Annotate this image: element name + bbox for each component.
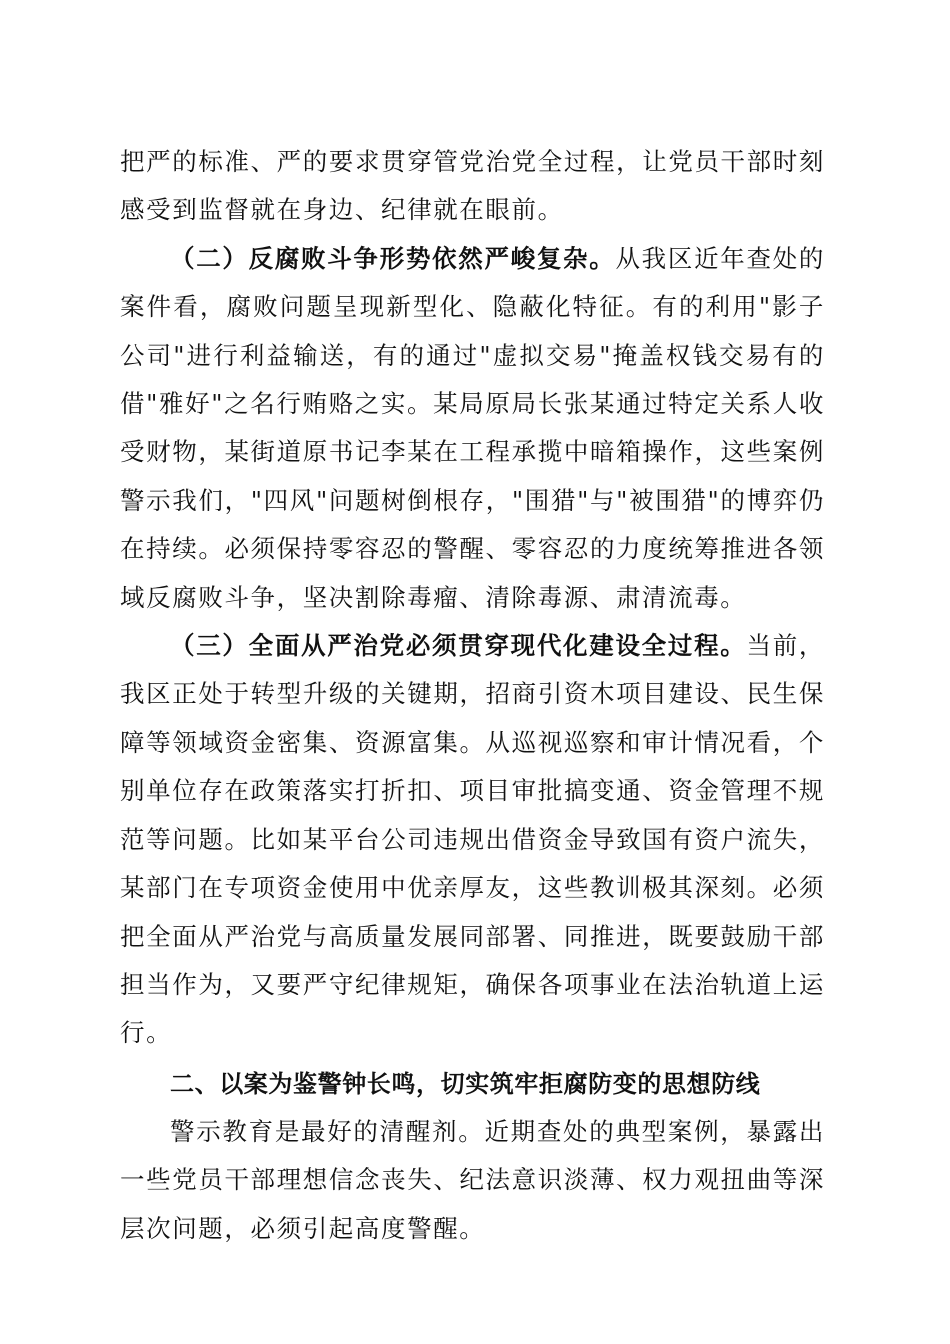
- document-body: [120, 138, 825, 1253]
- paragraph-two: [120, 235, 825, 622]
- section-heading: 二、以案为鉴警钟长鸣，切实筑牢拒腐防变的思想防线: [170, 1069, 761, 1098]
- paragraph-text: 从我区近年查处的案件看，腐败问题呈现新型化、隐蔽化特征。有的利用"影子公司"进行利益输送，有的通过"虚拟交易"掩盖权钱交易有的借"雅好"之名行贿赂之实。某局原局长张某通过特定关系人收受财物，某街道原书记李某在工程承揽中暗箱操作，这些案例警示我们，"四风"问题树倒根存，"围猎"与"被围猎"的博弈仍在持续。必须保持零容忍的警醒、零容忍的力度统筹推进各领域反腐败斗争，坚决割除毒瘤、清除毒源、肃清流毒。: [120, 243, 825, 612]
- paragraph-lead: （三）全面从严治党必须贯穿现代化建设全过程。: [170, 631, 747, 661]
- paragraph-continuation: [120, 138, 825, 235]
- paragraph-lead: （二）反腐败斗争形势依然严峻复杂。: [170, 243, 616, 273]
- paragraph-text: 把严的标准、严的要求贯穿管党治党全过程，让党员干部时刻感受到监督就在身边、纪律就在眼前。: [120, 147, 825, 225]
- paragraph-text: 当前，我区正处于转型升级的关键期，招商引资木项目建设、民生保障等领域资金密集、资源富集。从巡视巡察和审计情况看，个别单位存在政策落实打折扣、项目审批搞变通、资金管理不规范等问题。比如某平台公司违规出借资金导致国有资户流失，某部门在专项资金使用中优亲厚友，这些教训极其深刻。必须把全面从严治党与高质量发展同部署、同推进，既要鼓励干部担当作为，又要严守纪律规矩，确保各项事业在法治轨道上运行。: [120, 631, 825, 1048]
- paragraph-three: [120, 622, 825, 1058]
- closing-paragraph: 警示教育是最好的清醒剂。近期查处的典型案例，暴露出一些党员干部理想信念丧失、纪法意识淡薄、权力观扭曲等深层次问题，必须引起高度警醒。: [120, 1116, 825, 1243]
